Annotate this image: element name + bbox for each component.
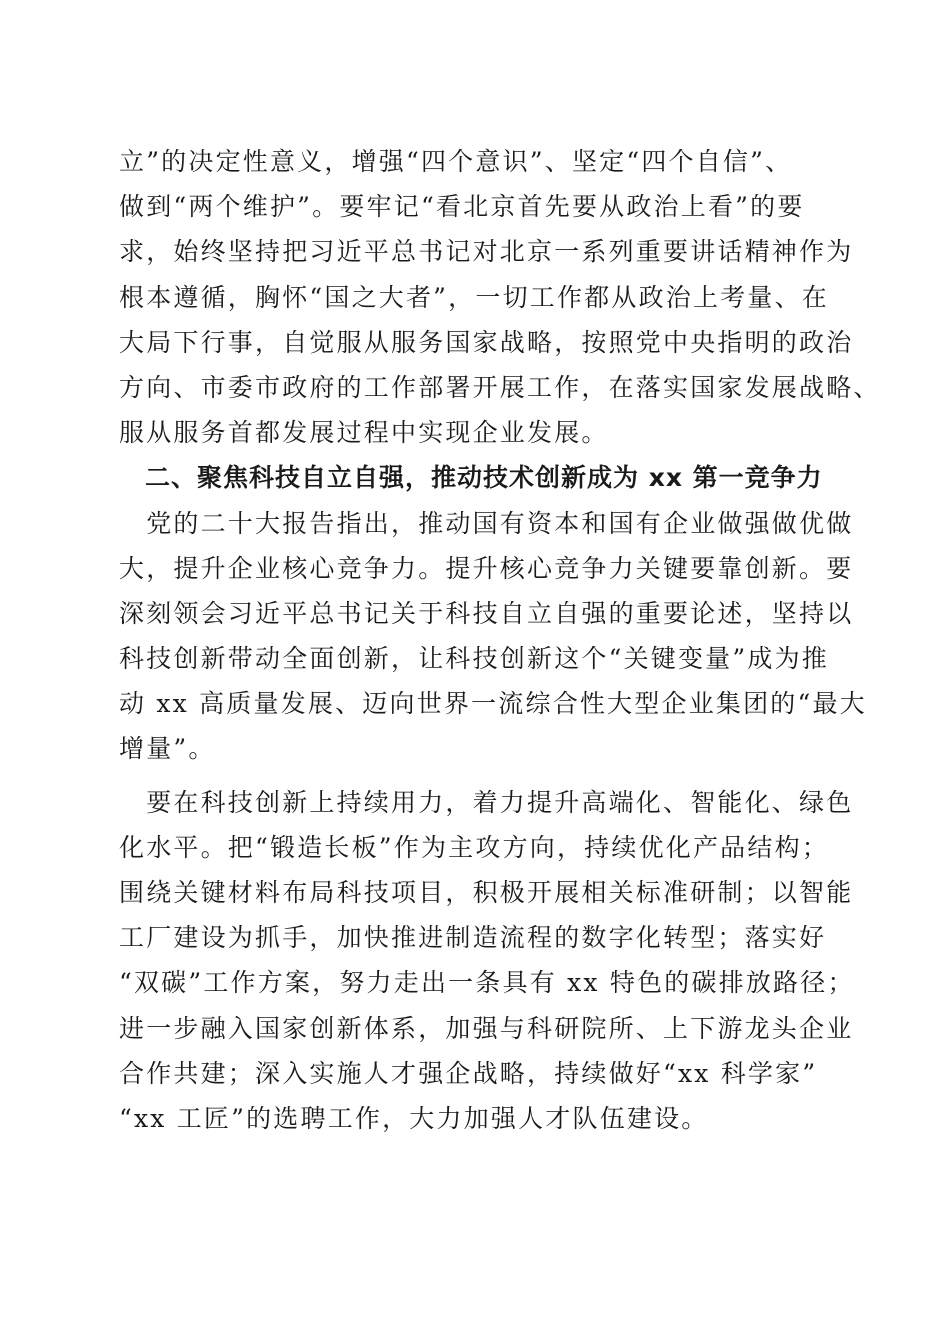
- paragraph: [119, 501, 867, 772]
- text-line: 要在科技创新上持续用力，着力提升高端化、智能化、绿色: [119, 787, 854, 817]
- text-line: “xx 工匠”的选聘工作，大力加强人才队伍建设。: [119, 1103, 709, 1133]
- text-line: 深刻领会习近平总书记关于科技自立自强的重要论述，坚持以: [119, 598, 854, 628]
- text-line: 科技创新带动全面创新，让科技创新这个“关键变量”成为推: [119, 644, 829, 674]
- heading-line: 二、聚焦科技自立自强，推动技术创新成为 xx 第一竞争力: [119, 463, 823, 493]
- text-line: 动 xx 高质量发展、迈向世界一流综合性大型企业集团的“最大: [119, 689, 867, 719]
- paragraph-spacer: [119, 772, 831, 780]
- text-line: 增量”。: [119, 734, 216, 764]
- text-line: 大，提升企业核心竞争力。提升核心竞争力关键要靠创新。要: [119, 553, 854, 583]
- text-line: 合作共建；深入实施人才强企战略，持续做好“xx 科学家”: [119, 1058, 818, 1088]
- text-line: 工厂建设为抓手，加快推进制造流程的数字化转型；落实好: [119, 923, 827, 953]
- text-line: 求，始终坚持把习近平总书记对北京一系列重要讲话精神作为: [119, 237, 854, 267]
- document-body: [119, 139, 881, 1141]
- paragraph: [119, 780, 855, 1142]
- text-line: 做到“两个维护”。要牢记“看北京首先要从政治上看”的要: [119, 192, 805, 222]
- text-line: 服从服务首都发展过程中实现企业发展。: [119, 418, 609, 448]
- text-line: 根本遵循，胸怀“国之大者”，一切工作都从政治上考量、在: [119, 282, 829, 312]
- text-line: 方向、市委市政府的工作部署开展工作，在落实国家发展战略、: [119, 372, 881, 402]
- text-line: 围绕关键材料布局科技项目，积极开展相关标准研制；以智能: [119, 878, 854, 907]
- text-line: 大局下行事，自觉服从服务国家战略，按照党中央指明的政治: [119, 327, 854, 357]
- text-line: 进一步融入国家创新体系，加强与科研院所、上下游龙头企业: [119, 1013, 854, 1043]
- text-line: 立”的决定性意义，增强“四个意识”、坚定“四个自信”、: [119, 147, 793, 176]
- text-line: “双碳”工作方案，努力走出一条具有 xx 特色的碳排放路径；: [119, 968, 855, 998]
- paragraph: [119, 139, 881, 455]
- section-heading: [119, 455, 831, 500]
- text-line: 党的二十大报告指出，推动国有资本和国有企业做强做优做: [119, 508, 854, 538]
- text-line: 化水平。把“锻造长板”作为主攻方向，持续优化产品结构；: [119, 832, 829, 862]
